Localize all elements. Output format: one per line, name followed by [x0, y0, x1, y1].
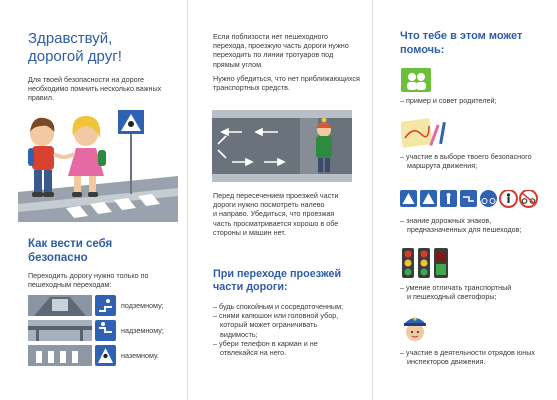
- overpass-sign-icon: [95, 320, 116, 341]
- crossing-rules-heading: [213, 268, 341, 294]
- crossing-rules-heading-line-1: При переходе проезжей: [213, 268, 342, 280]
- help-item-line: – умение отличать транспортный: [400, 283, 512, 292]
- underpass-sign-icon: [95, 295, 116, 316]
- crossing-instruction-line: Переходить дорогу нужно только по: [28, 271, 149, 280]
- rule-line: – будь спокойным и сосредоточенным;: [213, 302, 344, 311]
- look-both-ways-line: часть просматривается хорошо в обе: [213, 218, 339, 228]
- help-item-inspectors: [400, 348, 555, 366]
- help-item-line: – пример и совет родителей;: [400, 96, 497, 105]
- crosswalk-label: наземному.: [121, 351, 159, 360]
- fold-line-left: [187, 0, 188, 400]
- look-both-ways-line: Перед пересечением проезжей части: [213, 191, 339, 200]
- greeting-line-2: дорогой друг!: [28, 48, 122, 65]
- route-map-icon: [401, 118, 449, 148]
- help-item-signs: [400, 216, 555, 234]
- rule-line: видимость;: [220, 329, 258, 339]
- look-both-ways-line: дороги нужно посмотреть налево: [213, 200, 325, 210]
- no-crossing-line: перехода, проезжую часть дороги нужно: [213, 41, 349, 51]
- intro-line: необходимо помнить несколько важных: [28, 84, 162, 94]
- rule-line: отвлекайся на него.: [220, 348, 287, 358]
- road-signs-strip: [400, 190, 550, 208]
- traffic-lights-icon: [402, 248, 452, 278]
- help-item-traffic-lights: [400, 283, 555, 301]
- crosswalk-sign-icon: [95, 345, 116, 366]
- crossing-rules-heading-line-2: части дороги:: [213, 281, 288, 293]
- rule-line: – сними капюшон или головной убор,: [213, 311, 339, 321]
- help-item-parents: [400, 96, 497, 105]
- crossing-instruction-line: пешеходным переходам:: [28, 280, 112, 290]
- help-heading: [400, 30, 522, 57]
- rule-item: [213, 311, 363, 339]
- rule-item: [213, 339, 363, 357]
- check-traffic-line: транспортных средств.: [213, 83, 290, 93]
- help-item-line: предназначенных для пешеходов;: [407, 225, 522, 235]
- crosswalk-photo: [28, 345, 92, 366]
- rule-line: – убери телефон в карман и не: [213, 338, 318, 348]
- check-traffic-line: Нужно убедиться, что нет приближающихся: [213, 74, 360, 83]
- greeting-heading: [28, 30, 122, 66]
- rule-line: который может ограничивать: [220, 320, 318, 330]
- parents-icon: [401, 68, 431, 92]
- help-heading-line-1: Что тебе в этом может: [400, 30, 523, 42]
- help-item-line: – участие в деятельности отрядов юных: [400, 348, 535, 357]
- rule-item: [213, 302, 363, 311]
- look-both-ways-text: [213, 191, 363, 237]
- no-crossing-line: прямым углом.: [213, 59, 264, 69]
- overpass-photo: [28, 320, 92, 341]
- look-both-ways-line: стороны и машин нет.: [213, 227, 286, 237]
- young-inspector-icon: [401, 312, 429, 344]
- road-crossing-illustration: [212, 110, 352, 182]
- no-crossing-line: переходить по линии тротуаров под: [213, 50, 334, 60]
- help-item-line: – участие в выборе твоего безопасного: [400, 152, 532, 161]
- underpass-label: подземному;: [121, 301, 164, 310]
- no-crossing-text: [213, 32, 363, 69]
- behaviour-heading-line-1: Как вести себя: [28, 238, 113, 250]
- look-both-ways-line: и направо. Убедиться, что проезжая: [213, 209, 335, 219]
- behaviour-heading: [28, 237, 112, 265]
- help-item-line: – знание дорожных знаков,: [400, 216, 492, 225]
- overpass-label: надземному;: [121, 326, 164, 335]
- help-heading-line-2: помочь:: [400, 43, 445, 56]
- help-item-line: маршрута движения;: [407, 161, 478, 171]
- crossing-rules-list: [213, 302, 363, 357]
- intro-line: правил.: [28, 93, 54, 103]
- behaviour-heading-line-2: безопасно: [28, 252, 88, 264]
- intro-line: Для твоей безопасности на дороге: [28, 75, 145, 84]
- help-item-line: инспекторов движения.: [407, 357, 486, 367]
- children-crossing-illustration: [18, 104, 178, 222]
- greeting-line-1: Здравствуй,: [28, 30, 113, 47]
- help-item-line: и пешеходный светофоры;: [407, 292, 497, 302]
- crossing-instruction: [28, 271, 178, 289]
- fold-line-right: [372, 0, 373, 400]
- no-crossing-line: Если поблизости нет пешеходного: [213, 32, 328, 41]
- intro-text: [28, 75, 178, 103]
- check-traffic-text: [213, 74, 363, 92]
- help-item-route: [400, 152, 555, 170]
- underpass-photo: [28, 295, 92, 316]
